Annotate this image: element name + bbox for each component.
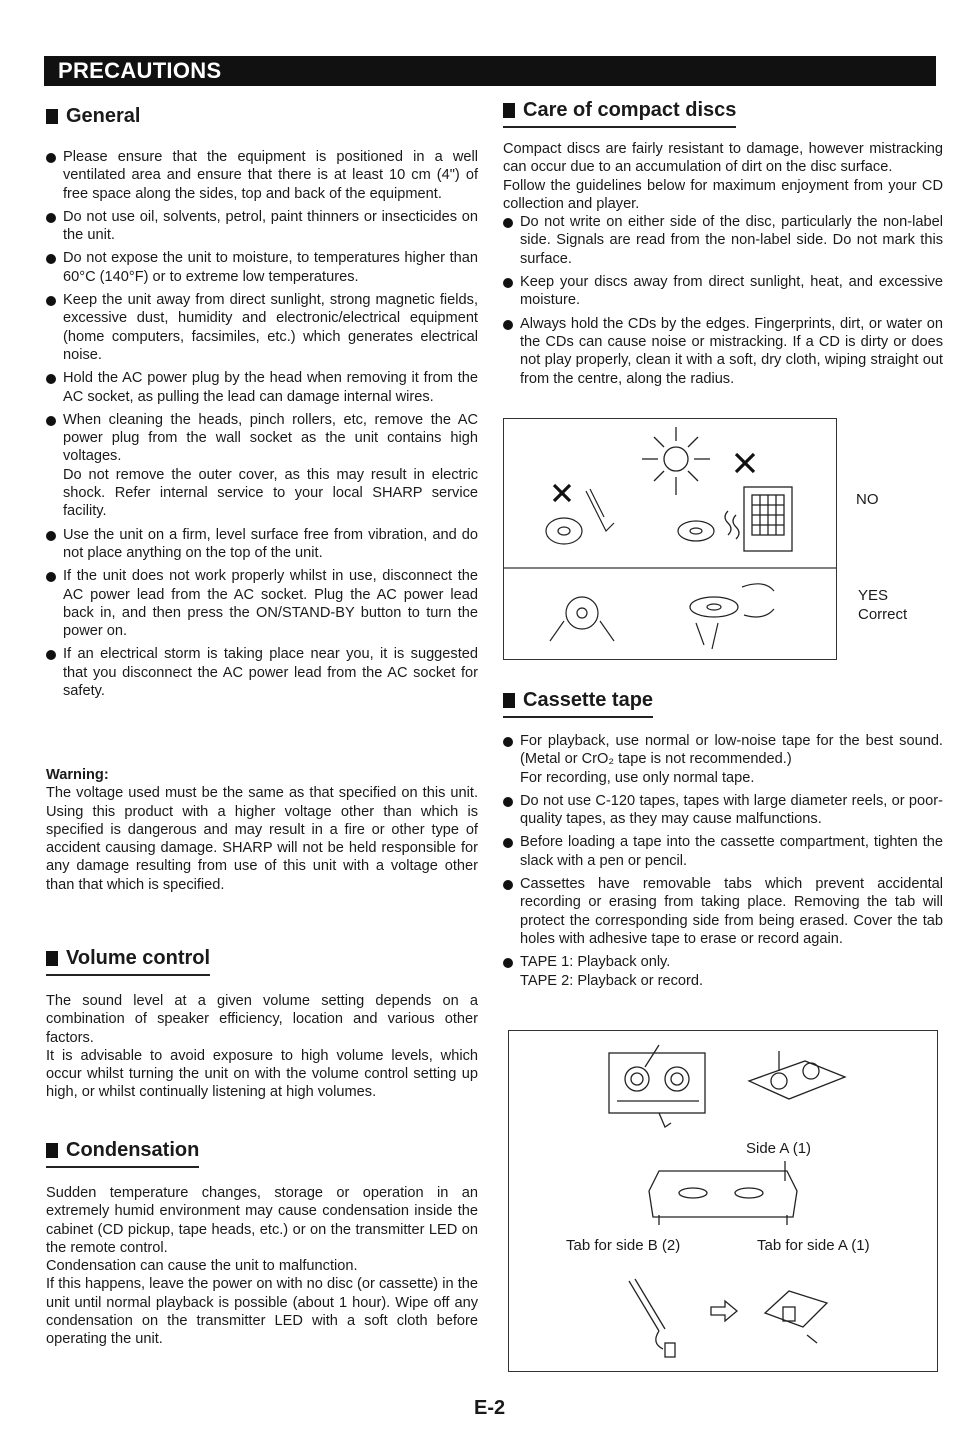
condensation-heading (46, 1138, 199, 1162)
arrow-right-icon (711, 1301, 737, 1321)
list-item (503, 953, 943, 990)
condensation-paragraph-2: Condensation can cause the unit to malfunction. (46, 1258, 358, 1275)
general-heading-wrap (46, 104, 140, 132)
list-item-text: Hold the AC power plug by the head when removing it from the AC socket, as pulling the lead can damage internal wires. (63, 370, 478, 405)
page-number: E-2 (474, 1397, 506, 1419)
condensation-paragraph-1: Sudden temperature changes, storage or operation in an extremely humid environment may cause condensation inside the cabinet (CD pickup, tape heads, etc.) or on the transmitter LED on the remote control. (46, 1185, 478, 1256)
volume-paragraph-1: The sound level at a given volume setting depends on a combination of speaker efficiency, location and various other factors. (46, 993, 478, 1046)
cassette-list (503, 732, 943, 990)
taped-cassette-icon (765, 1291, 827, 1343)
condensation-heading-text: Condensation (66, 1139, 200, 1161)
list-item-text: Do not write on either side of the disc, particularly the non-label side. Signals are read from the non-label side. Do not mark this surface. (520, 214, 943, 267)
list-item-text: Keep the unit away from direct sunlight, strong magnetic fields, excessive dust, humidity and electronic/electrical equipment (home computers, facsimiles, etc.) which generates electrical noise. (63, 292, 478, 363)
bullet-icon (46, 374, 56, 384)
list-item-text: TAPE 1: Playback only. TAPE 2: Playback or record. (520, 954, 704, 989)
bullet-icon (503, 218, 513, 228)
cd-handling-illustration (504, 419, 836, 659)
tab-removal-icon (629, 1279, 675, 1357)
bullet-icon (46, 153, 56, 163)
cassette-figure (508, 1030, 938, 1372)
cd-section (503, 98, 943, 393)
list-item (46, 526, 478, 563)
list-item-text: Do not expose the unit to moisture, to temperatures higher than 60°C (140°F) or to extreme low temperatures. (63, 250, 478, 285)
list-item (503, 875, 943, 948)
bullet-icon (46, 254, 56, 264)
list-item-text: Always hold the CDs by the edges. Fingerprints, dirt, or water on the CDs can cause noise or mistracking. If a CD is dirty or does not play properly, clean it with a soft, dry cloth, wiping straight out from the centre, along the radius. (520, 315, 943, 387)
volume-heading (46, 946, 210, 970)
list-item-text: Use the unit on a firm, level surface free from vibration, and do not place anything on the top of the unit. (63, 526, 478, 561)
bullet-icon (503, 278, 513, 288)
list-item (503, 833, 943, 870)
list-item-text: Keep your discs away from direct sunlight, heat, and excessive moisture. (520, 274, 943, 309)
warning-title: Warning: (46, 767, 109, 783)
list-item (46, 208, 478, 245)
precautions-banner (44, 56, 936, 86)
list-item (46, 645, 478, 700)
list-item-text: Cassettes have removable tabs which prevent accidental recording or erasing from taking place. Removing the tab will protect the corresponding side from being erased. Cover the tab holes with adhesive tape to erase or record again. (520, 876, 943, 947)
list-item-text: If an electrical storm is taking place near you, it is suggested that you disconnect the AC power lead from the AC socket for safety. (63, 646, 478, 700)
bullet-icon (503, 737, 513, 747)
yes-label: YES (858, 587, 889, 604)
list-item (46, 567, 478, 640)
heading-square-icon (46, 109, 58, 124)
cassette-tabs-icon (649, 1161, 797, 1225)
cassette-illustration (509, 1031, 937, 1371)
disc-sunlight-icon (678, 521, 714, 541)
cd-handling-figure (503, 418, 837, 660)
list-item (46, 249, 478, 286)
heading-square-icon (503, 693, 515, 708)
wiping-disc-icon (690, 584, 774, 649)
general-heading (46, 104, 140, 128)
volume-heading-text: Volume control (66, 947, 211, 969)
volume-paragraph-2: It is advisable to avoid exposure to high volume levels, which occur whilst turning the unit on with the volume control setting up high, or whilst continually listening at high volumes. (46, 1047, 478, 1101)
cassette-section (503, 688, 943, 995)
banner-title: PRECAUTIONS (58, 58, 222, 83)
bullet-icon (46, 296, 56, 306)
list-item-text: Do not use C-120 tapes, tapes with large diameter reels, or poor-quality tapes, as they may cause malfunctions. (520, 792, 943, 828)
condensation-paragraph-3: If this happens, leave the power on with no disc (or cassette) in the unit until normal playback is possible (about 1 hour). Wipe off any condensation on the transmitter LED with a soft cloth before operating the unit. (46, 1276, 478, 1348)
warning-text: The voltage used must be the same as that specified on this unit. Using this product with a higher voltage other than which is specified is dangerous and may result in a fire or other type of accident causing damage. SHARP will not be held responsible for any damage resulting from use of this unit with a voltage other than that which is specified. (46, 785, 478, 893)
list-item-text: Do not use oil, solvents, petrol, paint thinners or insecticides on the unit. (63, 208, 478, 244)
hand-holding-disc-icon (550, 597, 614, 641)
general-list (46, 148, 478, 700)
cd-paragraph-2: Follow the guidelines below for maximum enjoyment from your CD collection and player. (503, 177, 943, 212)
list-item-text: When cleaning the heads, pinch rollers, etc, remove the AC power plug from the wall socket as the unit contains high voltages. Do not remove the outer cover, as this may result in electric shock. Refer internal service to your local SHARP service facility. (63, 411, 478, 520)
heading-square-icon (503, 103, 515, 118)
cd-heading (503, 98, 736, 122)
condensation-heading-wrap (46, 1138, 199, 1168)
list-item (503, 792, 943, 829)
tab-side-a-label: Tab for side A (1) (757, 1237, 870, 1254)
cassette-heading-wrap (503, 688, 653, 718)
volume-heading-wrap (46, 946, 210, 976)
list-item-text: Before loading a tape into the cassette compartment, tighten the slack with a pen or pencil. (520, 834, 943, 869)
volume-section (46, 946, 478, 1102)
cd-list (503, 213, 943, 388)
bullet-icon (46, 416, 56, 426)
list-item (503, 273, 943, 310)
condensation-section (46, 1138, 478, 1349)
list-item (46, 291, 478, 364)
cassette-heading-text: Cassette tape (523, 689, 654, 711)
heading-square-icon (46, 951, 58, 966)
list-item (46, 411, 478, 521)
bullet-icon (503, 320, 513, 330)
cross-icon (554, 454, 754, 501)
bullet-icon (503, 880, 513, 890)
heater-icon (725, 487, 792, 551)
cassette-pencil-icon (609, 1045, 705, 1127)
bullet-icon (503, 838, 513, 848)
bullet-icon (46, 531, 56, 541)
cd-paragraph-1: Compact discs are fairly resistant to damage, however mistracking can occur due to an accumulation of dirt on the disc surface. (503, 141, 943, 176)
list-item (503, 213, 943, 268)
warning-section (46, 766, 478, 894)
correct-label: Correct (858, 606, 908, 623)
side-a-label: Side A (1) (746, 1140, 812, 1157)
list-item (46, 369, 478, 406)
list-item-text: If the unit does not work properly whilst in use, disconnect the AC power lead from the AC socket. Plug the AC power lead back in, and then press the ON/STAND-BY button to turn the power on. (63, 568, 478, 640)
list-item-text: For playback, use normal or low-noise tape for the best sound. (Metal or CrO₂ tape is not recommended.) For recording, use only normal tape. (520, 733, 943, 786)
bullet-icon (46, 650, 56, 660)
sun-icon (642, 427, 710, 495)
cd-heading-text: Care of compact discs (523, 99, 737, 121)
list-item (503, 315, 943, 388)
tab-side-b-label: Tab for side B (2) (566, 1237, 681, 1254)
bullet-icon (46, 572, 56, 582)
no-label: NO (856, 491, 879, 508)
list-item (46, 148, 478, 203)
heading-square-icon (46, 1143, 58, 1158)
list-item (503, 732, 943, 787)
bullet-icon (46, 213, 56, 223)
general-heading-text: General (66, 105, 141, 127)
cd-heading-wrap (503, 98, 736, 128)
bullet-icon (503, 958, 513, 968)
cassette-loading-icon (749, 1051, 845, 1099)
list-item-text: Please ensure that the equipment is positioned in a well ventilated area and ensure that there is at least 10 cm (4") of free space along the sides, top and back of the equipment. (63, 149, 478, 202)
cassette-heading (503, 688, 653, 712)
bullet-icon (503, 797, 513, 807)
general-section (46, 104, 478, 705)
